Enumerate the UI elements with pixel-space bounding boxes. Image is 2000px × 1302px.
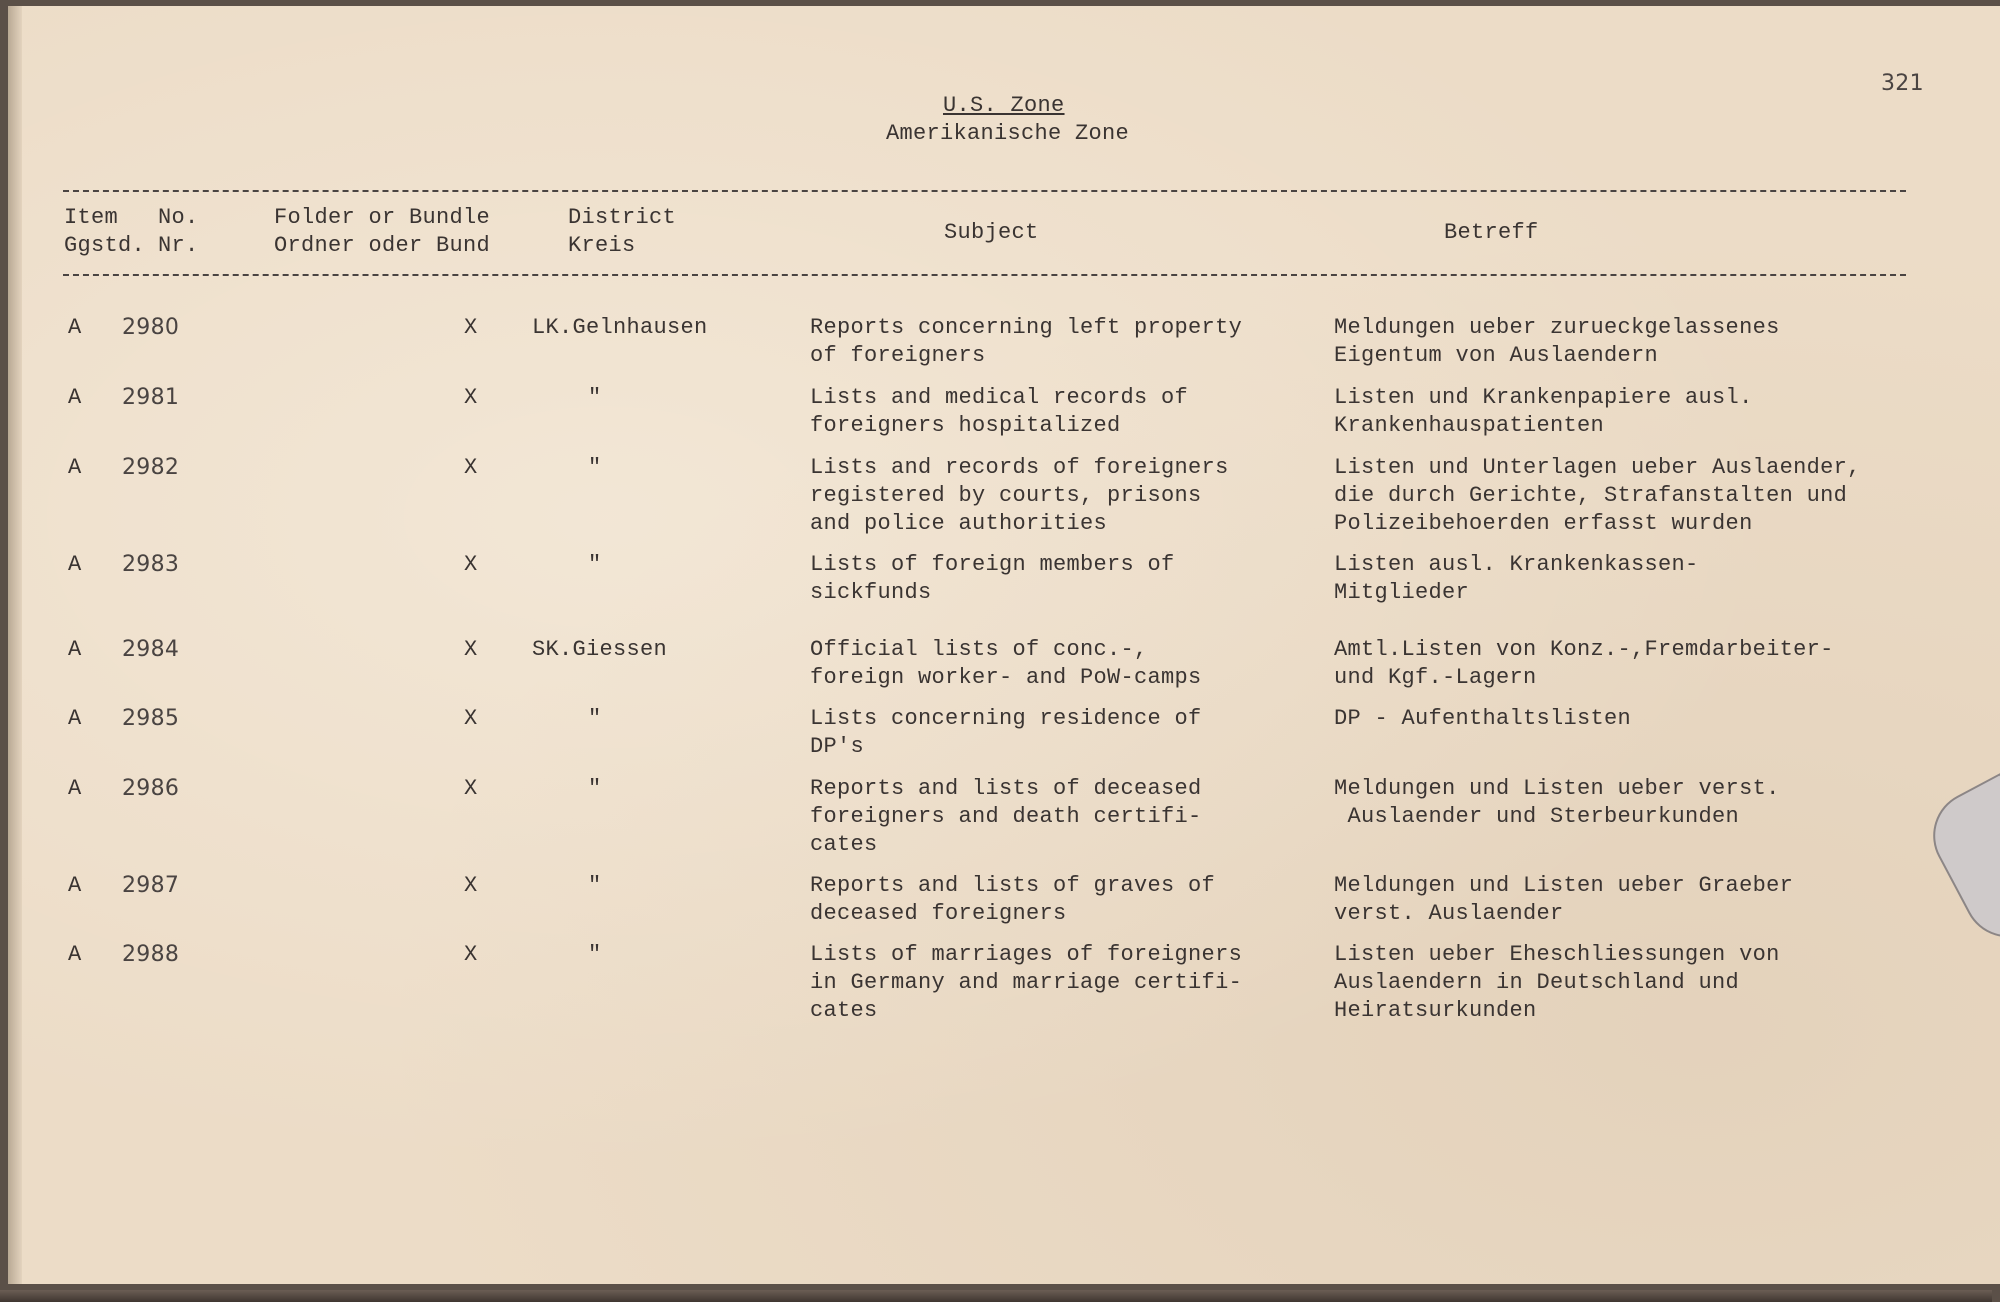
cell-item: A bbox=[68, 314, 82, 342]
cell-folder: X bbox=[464, 454, 478, 482]
cell-subject-line: cates bbox=[810, 831, 878, 859]
header-bottom-rule bbox=[63, 274, 1906, 276]
cell-item: A bbox=[68, 551, 82, 579]
cell-betreff-line: Polizeibehoerden erfasst wurden bbox=[1334, 510, 1753, 538]
page-number: 321 bbox=[1881, 70, 1924, 98]
cell-district: " bbox=[588, 551, 602, 579]
cell-district: LK.Gelnhausen bbox=[532, 314, 708, 342]
cell-item: A bbox=[68, 454, 82, 482]
cell-folder: X bbox=[464, 551, 478, 579]
document-page bbox=[8, 6, 2000, 1284]
cell-no: 2986 bbox=[122, 775, 179, 803]
header-top-rule bbox=[63, 190, 1906, 192]
header-district: District bbox=[568, 204, 676, 232]
cell-betreff-line: Krankenhauspatienten bbox=[1334, 412, 1604, 440]
cell-folder: X bbox=[464, 941, 478, 969]
header-item: Item bbox=[64, 204, 118, 232]
cell-subject-line: DP's bbox=[810, 733, 864, 761]
cell-district: " bbox=[588, 384, 602, 412]
cell-district: " bbox=[588, 775, 602, 803]
cell-item: A bbox=[68, 705, 82, 733]
cell-betreff-line: Listen und Unterlagen ueber Auslaender, bbox=[1334, 454, 1861, 482]
cell-subject-line: Reports concerning left property bbox=[810, 314, 1242, 342]
cell-district: SK.Giessen bbox=[532, 636, 667, 664]
cell-subject-line: Reports and lists of deceased bbox=[810, 775, 1202, 803]
page-binding-edge bbox=[8, 6, 22, 1284]
cell-betreff-line: verst. Auslaender bbox=[1334, 900, 1564, 928]
page-title: U.S. Zone bbox=[943, 92, 1065, 120]
cell-subject-line: cates bbox=[810, 997, 878, 1025]
cell-no: 2983 bbox=[122, 551, 179, 579]
cell-subject-line: Lists of marriages of foreigners bbox=[810, 941, 1242, 969]
header-folder-de: Ordner oder Bund bbox=[274, 232, 490, 260]
header-no: No. bbox=[158, 204, 199, 232]
page-bottom-edge bbox=[0, 1290, 1992, 1302]
cell-betreff-line: Mitglieder bbox=[1334, 579, 1469, 607]
cell-betreff-line: und Kgf.-Lagern bbox=[1334, 664, 1537, 692]
cell-district: " bbox=[588, 872, 602, 900]
cell-no: 2980 bbox=[122, 314, 179, 342]
cell-betreff-line: Listen ausl. Krankenkassen- bbox=[1334, 551, 1699, 579]
cell-district: " bbox=[588, 454, 602, 482]
cell-no: 2984 bbox=[122, 636, 179, 664]
cell-item: A bbox=[68, 941, 82, 969]
cell-betreff-line: Meldungen und Listen ueber verst. bbox=[1334, 775, 1780, 803]
cell-subject-line: foreigners and death certifi- bbox=[810, 803, 1202, 831]
header-subject: Subject bbox=[944, 219, 1039, 247]
cell-betreff-line: Auslaendern in Deutschland und bbox=[1334, 969, 1739, 997]
cell-no: 2985 bbox=[122, 705, 179, 733]
cell-betreff-line: DP - Aufenthaltslisten bbox=[1334, 705, 1631, 733]
cell-betreff-line: Eigentum von Auslaendern bbox=[1334, 342, 1658, 370]
cell-no: 2988 bbox=[122, 941, 179, 969]
cell-subject-line: Lists concerning residence of bbox=[810, 705, 1202, 733]
cell-subject-line: and police authorities bbox=[810, 510, 1107, 538]
header-folder: Folder or Bundle bbox=[274, 204, 490, 232]
cell-betreff-line: Listen und Krankenpapiere ausl. bbox=[1334, 384, 1753, 412]
cell-no: 2987 bbox=[122, 872, 179, 900]
cell-folder: X bbox=[464, 775, 478, 803]
cell-betreff-line: Listen ueber Eheschliessungen von bbox=[1334, 941, 1780, 969]
header-no-de: Nr. bbox=[158, 232, 199, 260]
cell-subject-line: sickfunds bbox=[810, 579, 932, 607]
cell-subject-line: Lists and records of foreigners bbox=[810, 454, 1229, 482]
cell-folder: X bbox=[464, 705, 478, 733]
cell-betreff-line: Meldungen und Listen ueber Graeber bbox=[1334, 872, 1793, 900]
cell-subject-line: foreign worker- and PoW-camps bbox=[810, 664, 1202, 692]
cell-betreff-line: Meldungen ueber zurueckgelassenes bbox=[1334, 314, 1780, 342]
cell-subject-line: in Germany and marriage certifi- bbox=[810, 969, 1242, 997]
header-item-de: Ggstd. bbox=[64, 232, 145, 260]
cell-item: A bbox=[68, 636, 82, 664]
cell-subject-line: Lists of foreign members of bbox=[810, 551, 1175, 579]
cell-subject-line: registered by courts, prisons bbox=[810, 482, 1202, 510]
page-subtitle: Amerikanische Zone bbox=[886, 120, 1129, 148]
header-betreff: Betreff bbox=[1444, 219, 1539, 247]
cell-subject-line: deceased foreigners bbox=[810, 900, 1067, 928]
cell-district: " bbox=[588, 941, 602, 969]
paper-clip bbox=[1917, 773, 2000, 953]
cell-item: A bbox=[68, 872, 82, 900]
cell-subject-line: of foreigners bbox=[810, 342, 986, 370]
cell-item: A bbox=[68, 775, 82, 803]
cell-betreff-line: Heiratsurkunden bbox=[1334, 997, 1537, 1025]
cell-item: A bbox=[68, 384, 82, 412]
cell-subject-line: Lists and medical records of bbox=[810, 384, 1188, 412]
header-district-de: Kreis bbox=[568, 232, 636, 260]
cell-folder: X bbox=[464, 384, 478, 412]
cell-folder: X bbox=[464, 872, 478, 900]
cell-district: " bbox=[588, 705, 602, 733]
cell-betreff-line: die durch Gerichte, Strafanstalten und bbox=[1334, 482, 1847, 510]
cell-betreff-line: Amtl.Listen von Konz.-,Fremdarbeiter- bbox=[1334, 636, 1834, 664]
cell-folder: X bbox=[464, 314, 478, 342]
cell-no: 2982 bbox=[122, 454, 179, 482]
cell-subject-line: Official lists of conc.-, bbox=[810, 636, 1148, 664]
cell-no: 2981 bbox=[122, 384, 179, 412]
cell-folder: X bbox=[464, 636, 478, 664]
cell-subject-line: Reports and lists of graves of bbox=[810, 872, 1215, 900]
cell-betreff-line: Auslaender und Sterbeurkunden bbox=[1334, 803, 1739, 831]
cell-subject-line: foreigners hospitalized bbox=[810, 412, 1121, 440]
